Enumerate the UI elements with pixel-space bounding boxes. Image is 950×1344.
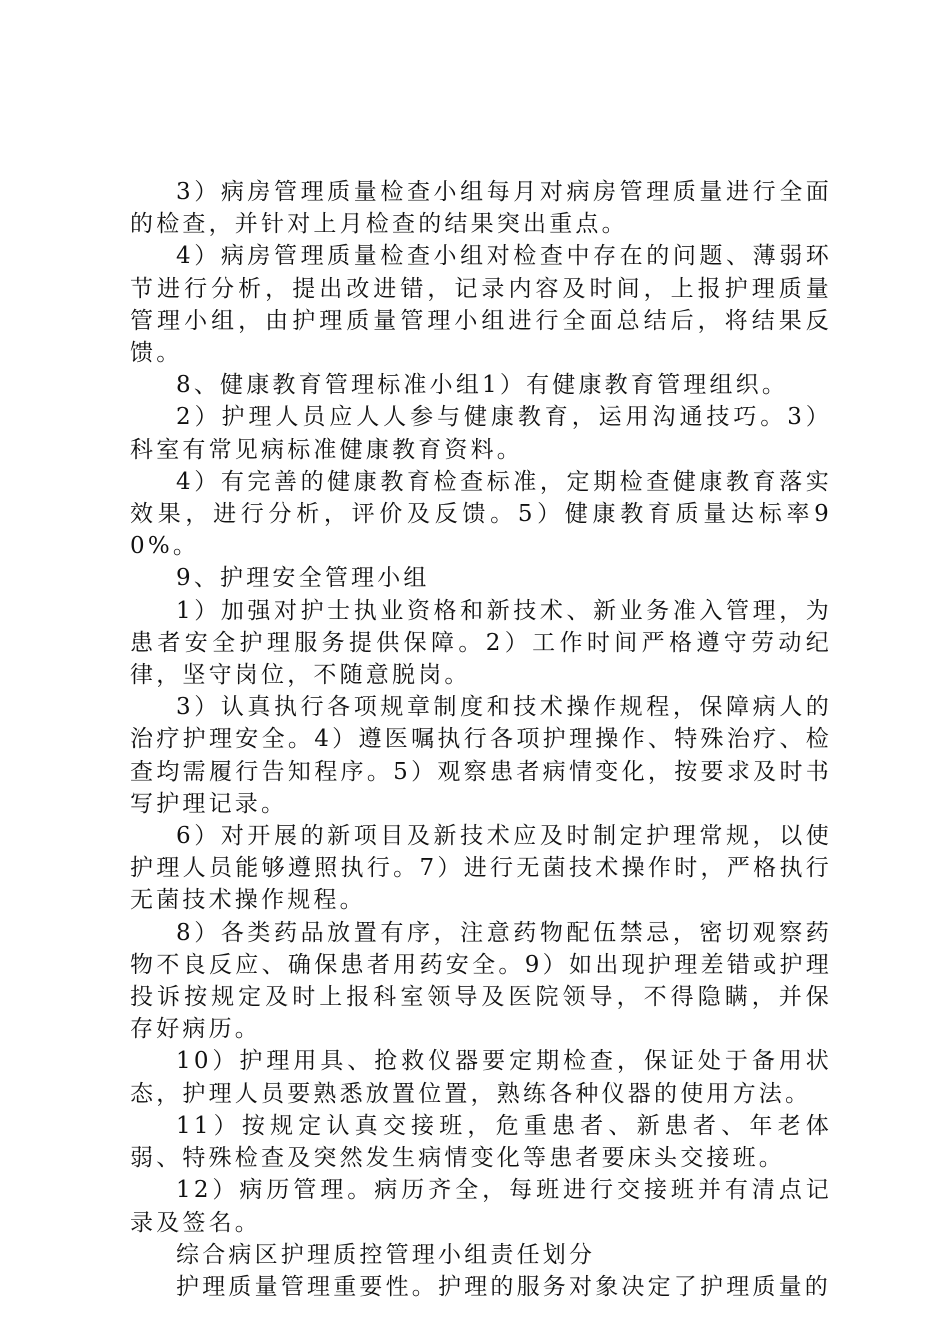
paragraph-health-education-heading: 8、健康教育管理标准小组1）有健康教育管理组织。 — [176, 372, 789, 399]
paragraph-health-education-standards: 4）有完善的健康教育检查标准，定期检查健康教育落实效果，进行分析，评价及反馈。5）健康教育质量达标率90%。 — [130, 468, 832, 560]
paragraph-safety-medication: 8）各类药品放置有序，注意药物配伍禁忌，密切观察药物不良反应、确保患者用药安全。9）如出现护理差错或护理投诉按规定及时上报科室领导及医院领导，不得隐瞒，并保存好病历。 — [130, 919, 832, 1043]
paragraph-section-title: 综合病区护理质控管理小组责任划分 — [176, 1241, 596, 1268]
paragraph-health-education-participation: 2）护理人员应人人参与健康教育，运用沟通技巧。3）科室有常见病标准健康教育资料。 — [130, 404, 832, 463]
paragraph-safety-qualification: 1）加强对护士执业资格和新技术、新业务准入管理，为患者安全护理服务提供保障。2）工作时间严格遵守劳动纪律，坚守岗位，不随意脱岗。 — [130, 597, 832, 689]
paragraph-quality-importance: 护理质量管理重要性。护理的服务对象决定了护理质量的 — [176, 1273, 831, 1300]
paragraph-safety-regulations: 3）认真执行各项规章制度和技术操作规程，保障病人的治疗护理安全。4）遵医嘱执行各项护理操作、特殊治疗、检查均需履行告知程序。5）观察患者病情变化，按要求及时书写护理记录。 — [130, 694, 832, 817]
paragraph-ward-problem-analysis: 4）病房管理质量检查小组对检查中存在的问题、薄弱环节进行分析，提出改进错，记录内容及时间，上报护理质量管理小组，由护理质量管理小组进行全面总结后，将结果反馈。 — [130, 243, 832, 367]
paragraph-safety-records: 12）病历管理。病历齐全，每班进行交接班并有清点记录及签名。 — [130, 1177, 832, 1236]
paragraph-safety-handover: 11）按规定认真交接班，危重患者、新患者、年老体弱、特殊检查及突然发生病情变化等患者要床头交接班。 — [130, 1112, 832, 1172]
document-body — [130, 176, 832, 1303]
paragraph-safety-equipment: 10）护理用具、抢救仪器要定期检查，保证处于备用状态，护理人员要熟悉放置位置，熟练各种仪器的使用方法。 — [130, 1048, 832, 1107]
paragraph-safety-new-projects: 6）对开展的新项目及新技术应及时制定护理常规，以使护理人员能够遵照执行。7）进行无菌技术操作时，严格执行无菌技术操作规程。 — [130, 823, 832, 914]
paragraph-ward-monthly-check: 3）病房管理质量检查小组每月对病房管理质量进行全面的检查，并针对上月检查的结果突出重点。 — [130, 179, 832, 238]
paragraph-nursing-safety-heading: 9、护理安全管理小组 — [176, 565, 430, 592]
